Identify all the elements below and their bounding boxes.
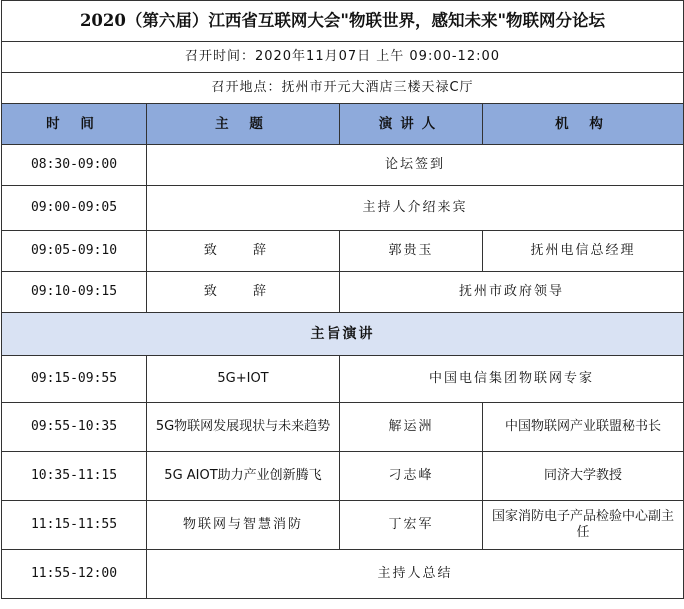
row-merged: 主持人介绍来宾 [147, 186, 684, 231]
header-topic: 主 题 [147, 104, 340, 145]
table-row [2, 186, 684, 231]
row-speaker: 丁宏军 [340, 501, 483, 550]
row-merged: 论坛签到 [147, 145, 684, 186]
header-org: 机 构 [483, 104, 684, 145]
meeting-time: 召开时间：2020年11月07日 上午 09:00-12:00 [2, 42, 684, 73]
agenda-sheet [1, 0, 683, 599]
row-time: 09:55-10:35 [2, 403, 147, 452]
agenda-table [1, 0, 684, 599]
section-row [2, 313, 684, 356]
row-merged: 主持人总结 [147, 550, 684, 599]
row-org: 中国电信集团物联网专家 [340, 356, 684, 403]
row-topic: 5G物联网发展现状与未来趋势 [147, 403, 340, 452]
row-speaker: 郭贵玉 [340, 231, 483, 272]
meeting-location: 召开地点：抚州市开元大酒店三楼天禄C厅 [2, 73, 684, 104]
row-org: 抚州市政府领导 [340, 272, 684, 313]
page-title: 2020（第六届）江西省互联网大会"物联世界，感知未来"物联网分论坛 [2, 1, 684, 42]
row-time: 10:35-11:15 [2, 452, 147, 501]
row-org: 抚州电信总经理 [483, 231, 684, 272]
table-header [2, 104, 684, 145]
row-topic: 物联网与智慧消防 [147, 501, 340, 550]
row-speaker: 解运洲 [340, 403, 483, 452]
row-speaker: 刁志峰 [340, 452, 483, 501]
row-time: 11:55-12:00 [2, 550, 147, 599]
row-org: 中国物联网产业联盟秘书长 [483, 403, 684, 452]
table-row [2, 403, 684, 452]
table-row [2, 550, 684, 599]
section-label: 主旨演讲 [2, 313, 684, 356]
row-topic: 5G AIOT助力产业创新腾飞 [147, 452, 340, 501]
row-time: 09:05-09:10 [2, 231, 147, 272]
row-time: 09:10-09:15 [2, 272, 147, 313]
table-row [2, 452, 684, 501]
row-time: 08:30-09:00 [2, 145, 147, 186]
table-row [2, 272, 684, 313]
row-topic: 5G+IOT [147, 356, 340, 403]
table-row [2, 501, 684, 550]
table-row [2, 356, 684, 403]
table-row [2, 145, 684, 186]
table-row [2, 231, 684, 272]
row-time: 11:15-11:55 [2, 501, 147, 550]
row-time: 09:00-09:05 [2, 186, 147, 231]
row-topic: 致 辞 [147, 231, 340, 272]
row-org: 国家消防电子产品检验中心副主任 [483, 501, 684, 550]
row-org: 同济大学教授 [483, 452, 684, 501]
row-topic: 致 辞 [147, 272, 340, 313]
row-time: 09:15-09:55 [2, 356, 147, 403]
header-time: 时 间 [2, 104, 147, 145]
header-speaker: 演讲人 [340, 104, 483, 145]
